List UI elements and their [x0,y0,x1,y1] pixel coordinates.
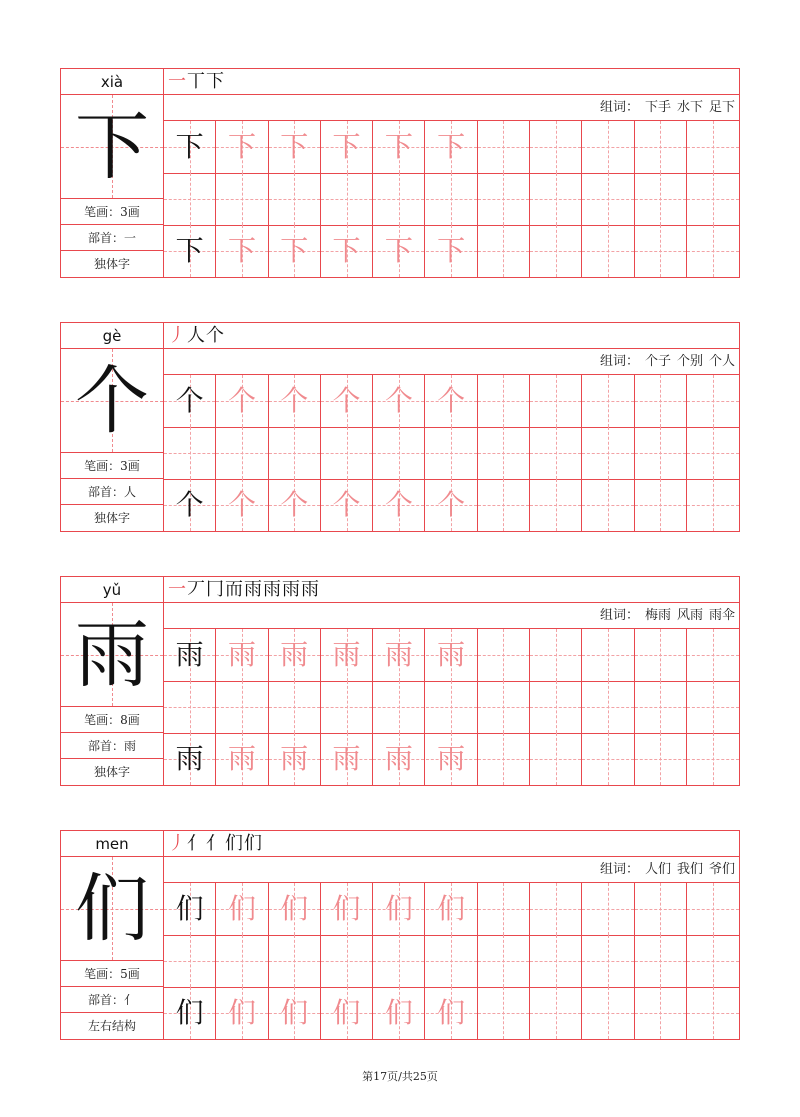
practice-cell[interactable] [164,121,216,173]
practice-cell[interactable] [687,173,739,225]
sample-character: 雨 [175,742,204,775]
practice-cell[interactable] [321,883,373,935]
trace-character: 下 [227,130,256,163]
practice-cell[interactable] [216,987,268,1039]
practice-cell[interactable] [478,121,530,173]
stroke-step: 一 [168,579,187,600]
practice-cell[interactable] [321,935,373,987]
practice-cell[interactable] [530,121,582,173]
practice-cell[interactable] [530,987,582,1039]
practice-cell[interactable] [321,479,373,531]
practice-cell[interactable] [373,681,425,733]
practice-cell[interactable] [635,479,687,531]
trace-character: 个 [280,384,309,417]
practice-grid [164,121,739,277]
practice-cell[interactable] [269,225,321,277]
trace-character: 雨 [332,638,361,671]
character-info-panel [60,68,164,278]
radical-label: 部首：亻 [61,987,163,1013]
practice-grid [164,883,739,1039]
structure-label: 独体字 [93,511,130,525]
trace-character: 个 [227,384,256,417]
practice-cell[interactable] [687,733,739,785]
stroke-step: 亻 [206,833,225,854]
practice-cell[interactable] [269,479,321,531]
practice-cell[interactable] [582,225,634,277]
model-character-glyph: 下 [75,104,149,190]
trace-character: 下 [280,130,309,163]
trace-character: 个 [437,488,466,521]
practice-cell[interactable] [582,375,634,427]
trace-character: 下 [384,234,413,267]
model-character [61,95,163,199]
practice-cell[interactable] [269,883,321,935]
pinyin-label: men [61,831,163,857]
practice-cell[interactable] [321,681,373,733]
sample-character: 下 [175,234,204,267]
pinyin-label: gè [61,323,163,349]
practice-cell[interactable] [635,935,687,987]
trace-character: 们 [437,996,466,1029]
practice-cell[interactable] [478,225,530,277]
pinyin-label: xià [61,69,163,95]
trace-character: 下 [227,234,256,267]
practice-cell[interactable] [478,883,530,935]
practice-cell[interactable] [426,121,478,173]
practice-cell[interactable] [687,225,739,277]
trace-character: 下 [280,234,309,267]
practice-cell[interactable] [530,883,582,935]
stroke-step: 而 [225,579,244,600]
practice-cell[interactable] [216,121,268,173]
stroke-order [164,69,739,95]
sample-character: 个 [175,488,204,521]
practice-cell[interactable] [635,375,687,427]
stroke-step: 丿 [168,325,187,346]
practice-cell[interactable] [478,479,530,531]
trace-character: 雨 [437,638,466,671]
trace-character: 雨 [280,638,309,671]
word-item: 足下 [708,100,735,115]
sample-character: 个 [175,384,204,417]
stroke-step: 雨 [263,579,282,600]
practice-cell[interactable] [321,987,373,1039]
practice-cell[interactable] [373,935,425,987]
practice-cell[interactable] [478,173,530,225]
model-character [61,349,163,453]
practice-cell[interactable] [373,883,425,935]
practice-cell[interactable] [582,173,634,225]
practice-cell[interactable] [426,629,478,681]
stroke-order [164,323,739,349]
practice-cell[interactable] [373,987,425,1039]
practice-cell[interactable] [269,121,321,173]
practice-cell[interactable] [635,427,687,479]
sample-character: 们 [175,892,204,925]
stroke-order [164,577,739,603]
practice-cell[interactable] [635,225,687,277]
model-character-glyph: 个 [75,358,149,444]
practice-cell[interactable] [582,479,634,531]
practice-cell[interactable] [321,375,373,427]
practice-cell[interactable] [269,987,321,1039]
practice-cell[interactable] [582,427,634,479]
trace-character: 们 [384,892,413,925]
sample-character: 们 [175,996,204,1029]
practice-cell[interactable] [216,375,268,427]
word-item: 个子 [644,354,671,369]
stroke-step: 个 [206,325,225,346]
stroke-count-label: 笔画：5画 [61,961,163,987]
practice-cell[interactable] [635,987,687,1039]
trace-character: 雨 [227,638,256,671]
word-item: 个人 [708,354,735,369]
practice-cell[interactable] [216,681,268,733]
practice-grid [164,375,739,531]
stroke-step: 亻 [187,833,206,854]
trace-character: 下 [437,234,466,267]
practice-cell[interactable] [373,375,425,427]
practice-cell[interactable] [216,479,268,531]
practice-cell[interactable] [687,427,739,479]
practice-cell[interactable] [687,935,739,987]
trace-character: 个 [227,488,256,521]
word-item: 风雨 [676,608,703,623]
character-block [60,830,740,1042]
practice-cell[interactable] [216,225,268,277]
practice-cell[interactable] [373,479,425,531]
stroke-count-label: 笔画：3画 [61,199,163,225]
practice-cell[interactable] [321,629,373,681]
practice-cell[interactable] [426,375,478,427]
practice-cell[interactable] [687,121,739,173]
page-footer: 第17页/共25页 [362,1070,438,1083]
trace-character: 个 [280,488,309,521]
practice-cell[interactable] [269,427,321,479]
practice-cell[interactable] [164,681,216,733]
sample-character: 雨 [175,638,204,671]
practice-cell[interactable] [582,629,634,681]
practice-cell[interactable] [635,681,687,733]
word-list-label: 组词： [599,354,639,369]
trace-character: 们 [332,892,361,925]
practice-cell[interactable] [478,733,530,785]
practice-cell[interactable] [373,427,425,479]
practice-cell[interactable] [530,935,582,987]
practice-cell[interactable] [269,935,321,987]
practice-panel [163,322,740,532]
stroke-step: 们 [244,833,263,854]
trace-character: 个 [384,384,413,417]
word-item: 人们 [644,862,671,877]
practice-cell[interactable] [164,225,216,277]
word-item: 雨伞 [708,608,735,623]
trace-character: 雨 [437,742,466,775]
trace-character: 们 [332,996,361,1029]
practice-cell[interactable] [164,883,216,935]
practice-cell[interactable] [269,733,321,785]
trace-character: 雨 [227,742,256,775]
practice-cell[interactable] [426,987,478,1039]
word-list-label: 组词： [599,100,639,115]
practice-cell[interactable] [687,987,739,1039]
practice-cell[interactable] [426,173,478,225]
trace-character: 雨 [280,742,309,775]
practice-cell[interactable] [373,121,425,173]
practice-cell[interactable] [530,681,582,733]
practice-cell[interactable] [164,935,216,987]
practice-cell[interactable] [216,629,268,681]
word-list-label: 组词： [599,862,639,877]
practice-cell[interactable] [216,173,268,225]
practice-cell[interactable] [530,225,582,277]
practice-cell[interactable] [530,427,582,479]
stroke-step: 一 [168,71,187,92]
word-list-label: 组词： [599,608,639,623]
practice-cell[interactable] [530,173,582,225]
practice-cell[interactable] [269,173,321,225]
practice-cell[interactable] [635,883,687,935]
practice-cell[interactable] [582,883,634,935]
character-info-panel [60,830,164,1040]
practice-cell[interactable] [373,225,425,277]
practice-cell[interactable] [426,681,478,733]
practice-cell[interactable] [635,629,687,681]
practice-cell[interactable] [321,733,373,785]
practice-cell[interactable] [164,733,216,785]
trace-character: 雨 [384,742,413,775]
sample-character: 下 [175,130,204,163]
radical-label: 部首：雨 [61,733,163,759]
practice-cell[interactable] [164,375,216,427]
practice-cell[interactable] [426,479,478,531]
practice-cell[interactable] [478,375,530,427]
practice-cell[interactable] [373,629,425,681]
practice-cell[interactable] [687,375,739,427]
trace-character: 个 [437,384,466,417]
practice-cell[interactable] [426,225,478,277]
trace-character: 下 [384,130,413,163]
practice-cell[interactable] [478,427,530,479]
practice-cell[interactable] [687,479,739,531]
practice-panel [163,576,740,786]
practice-cell[interactable] [582,681,634,733]
trace-character: 们 [280,892,309,925]
practice-cell[interactable] [426,427,478,479]
practice-cell[interactable] [426,935,478,987]
stroke-step: 雨 [301,579,320,600]
model-character-glyph: 们 [75,866,149,952]
practice-cell[interactable] [426,733,478,785]
word-item: 梅雨 [644,608,671,623]
model-character [61,603,163,707]
structure-label: 独体字 [93,257,130,271]
trace-character: 个 [332,488,361,521]
trace-character: 个 [332,384,361,417]
word-item: 个别 [676,354,703,369]
trace-character: 们 [227,996,256,1029]
practice-cell[interactable] [321,225,373,277]
practice-cell[interactable] [164,987,216,1039]
trace-character: 下 [332,130,361,163]
word-item: 我们 [676,862,703,877]
character-block [60,576,740,788]
practice-cell[interactable] [530,629,582,681]
practice-cell[interactable] [687,681,739,733]
trace-character: 下 [437,130,466,163]
practice-cell[interactable] [164,427,216,479]
practice-cell[interactable] [582,987,634,1039]
word-list [164,95,739,121]
practice-cell[interactable] [478,629,530,681]
stroke-count-label: 笔画：3画 [61,453,163,479]
model-character-glyph: 雨 [75,612,149,698]
trace-character: 雨 [384,638,413,671]
trace-character: 雨 [332,742,361,775]
word-item: 水下 [676,100,703,115]
practice-cell[interactable] [478,935,530,987]
model-character [61,857,163,961]
stroke-step: 人 [187,325,206,346]
practice-cell[interactable] [530,733,582,785]
practice-cell[interactable] [478,681,530,733]
practice-cell[interactable] [216,733,268,785]
practice-cell[interactable] [687,883,739,935]
trace-character: 们 [280,996,309,1029]
character-block [60,68,740,280]
trace-character: 下 [332,234,361,267]
practice-cell[interactable] [164,479,216,531]
trace-character: 们 [227,892,256,925]
radical-label: 部首：人 [61,479,163,505]
practice-cell[interactable] [321,173,373,225]
trace-character: 们 [437,892,466,925]
practice-cell[interactable] [216,883,268,935]
stroke-step: 丿 [168,833,187,854]
practice-cell[interactable] [635,733,687,785]
practice-cell[interactable] [269,375,321,427]
practice-cell[interactable] [216,427,268,479]
stroke-step: 下 [206,71,225,92]
stroke-step: 丆 [187,579,206,600]
practice-panel [163,68,740,278]
word-list [164,857,739,883]
trace-character: 们 [384,996,413,1029]
stroke-step: 雨 [282,579,301,600]
practice-cell[interactable] [321,427,373,479]
character-block [60,322,740,534]
practice-cell[interactable] [373,733,425,785]
practice-cell[interactable] [635,173,687,225]
stroke-step: 冂 [206,579,225,600]
stroke-count-label: 笔画：8画 [61,707,163,733]
word-list [164,603,739,629]
practice-cell[interactable] [269,681,321,733]
stroke-step: 丅 [187,71,206,92]
practice-cell[interactable] [426,883,478,935]
structure-label: 左右结构 [87,1019,136,1033]
stroke-step: 雨 [244,579,263,600]
practice-cell[interactable] [582,935,634,987]
word-item: 爷们 [708,862,735,877]
stroke-order [164,831,739,857]
practice-cell[interactable] [216,935,268,987]
character-info-panel [60,576,164,786]
practice-cell[interactable] [164,629,216,681]
practice-cell[interactable] [269,629,321,681]
practice-grid [164,629,739,785]
practice-cell[interactable] [582,733,634,785]
practice-panel [163,830,740,1040]
practice-cell[interactable] [635,121,687,173]
practice-cell[interactable] [687,629,739,681]
word-list [164,349,739,375]
character-info-panel [60,322,164,532]
practice-cell[interactable] [164,173,216,225]
practice-cell[interactable] [321,121,373,173]
structure-label: 独体字 [93,765,130,779]
trace-character: 个 [384,488,413,521]
practice-cell[interactable] [582,121,634,173]
practice-cell[interactable] [373,173,425,225]
stroke-step: 们 [225,833,244,854]
practice-cell[interactable] [530,375,582,427]
practice-cell[interactable] [530,479,582,531]
word-item: 下手 [644,100,671,115]
radical-label: 部首：一 [61,225,163,251]
practice-cell[interactable] [478,987,530,1039]
pinyin-label: yǔ [61,577,163,603]
